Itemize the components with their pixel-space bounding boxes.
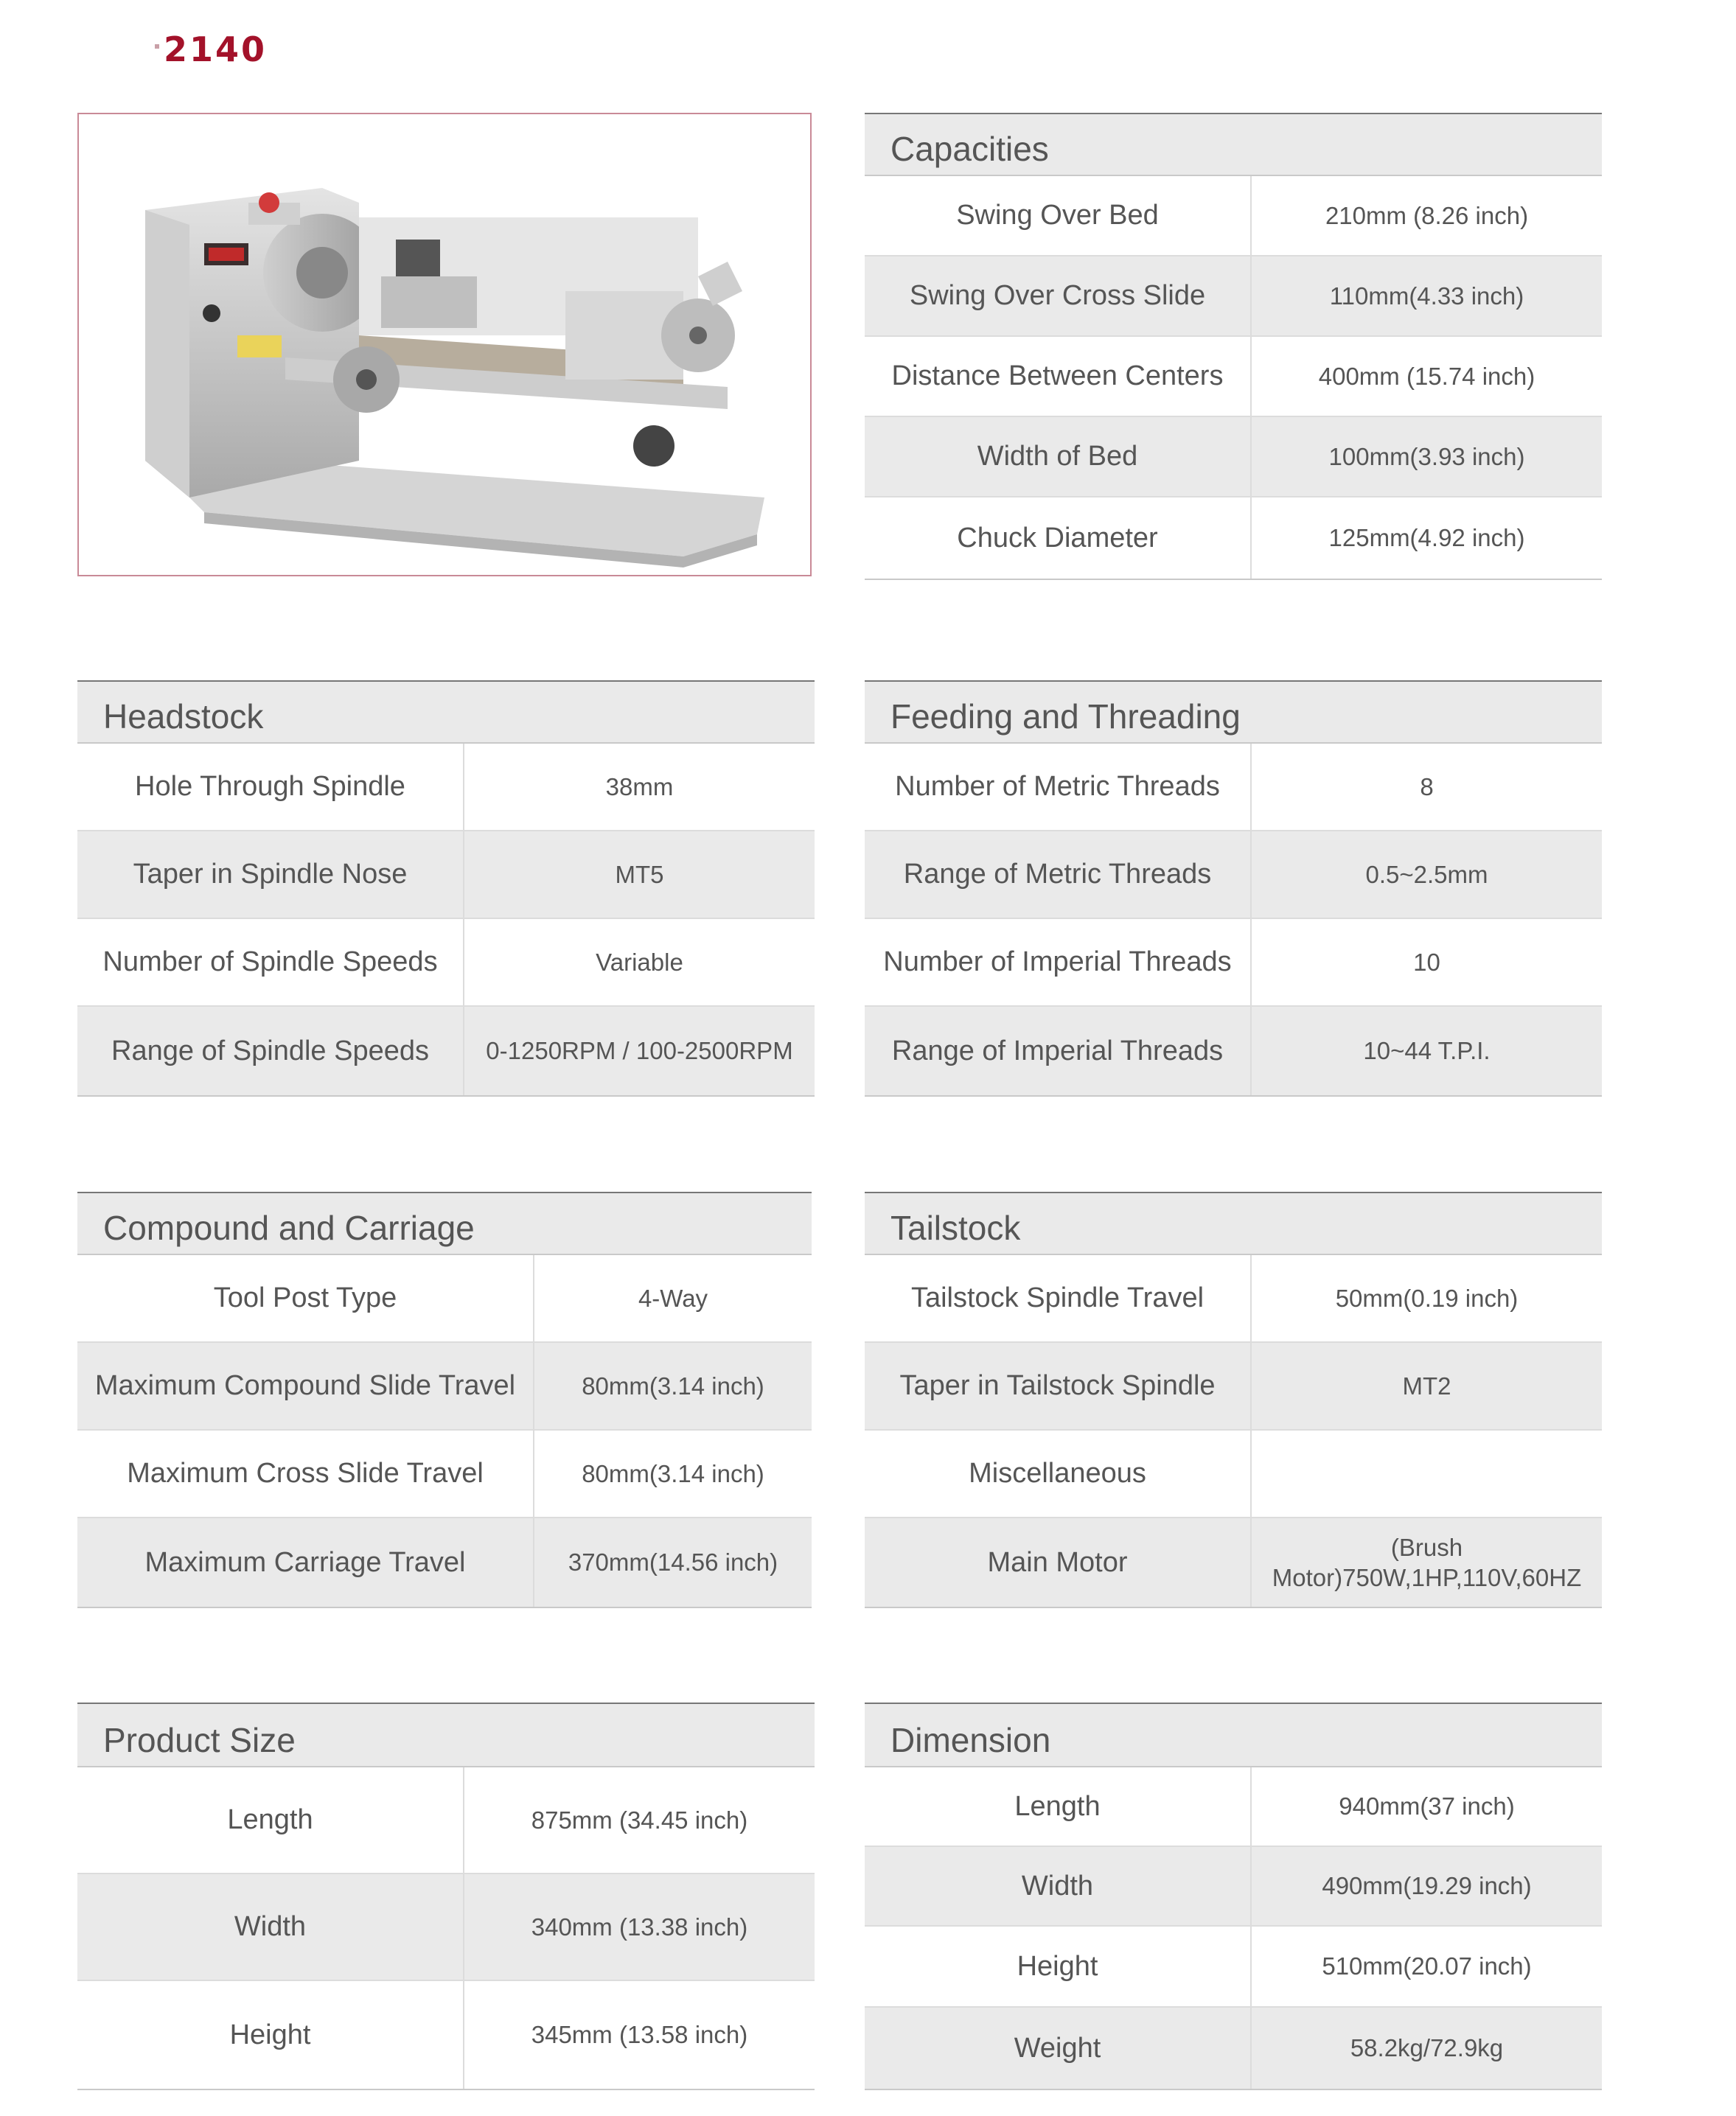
spec-value: 510mm(20.07 inch) (1322, 1952, 1532, 1980)
table-row (77, 1007, 815, 1097)
spec-value: 940mm(37 inch) (1339, 1792, 1515, 1820)
spec-value: 80mm(3.14 inch) (582, 1372, 764, 1400)
headstock-section (77, 680, 815, 1097)
table-row (865, 1767, 1602, 1847)
table-row (865, 1847, 1602, 1927)
spec-value: 210mm (8.26 inch) (1325, 201, 1529, 229)
table-row (865, 337, 1602, 417)
spec-value: MT5 (615, 860, 664, 888)
spec-label: Number of Spindle Speeds (77, 919, 464, 1005)
table-row (865, 744, 1602, 831)
spec-label: Taper in Tailstock Spindle (865, 1343, 1252, 1429)
spec-label: Range of Spindle Speeds (77, 1007, 464, 1095)
spec-label: Maximum Carriage Travel (77, 1518, 534, 1607)
spec-value: 340mm (13.38 inch) (531, 1913, 748, 1941)
table-row (865, 1255, 1602, 1343)
table-row (77, 1518, 812, 1608)
spec-value: 125mm(4.92 inch) (1328, 524, 1525, 552)
model-tick-mark (155, 44, 159, 49)
table-row (865, 919, 1602, 1007)
spec-label: Taper in Spindle Nose (77, 831, 464, 918)
spec-value: 80mm(3.14 inch) (582, 1459, 764, 1487)
table-row (77, 1767, 815, 1874)
table-row (865, 1518, 1602, 1608)
table-row (77, 919, 815, 1007)
product-size-section (77, 1703, 815, 2090)
spec-label: Height (865, 1927, 1252, 2006)
table-row (77, 744, 815, 831)
spec-value: Variable (596, 948, 683, 976)
product-photo (77, 113, 812, 576)
table-row (865, 497, 1602, 580)
product-size-header: Product Size (77, 1703, 815, 1767)
table-row (865, 1343, 1602, 1431)
spec-label: Width (865, 1847, 1252, 1925)
spec-value: 345mm (13.58 inch) (531, 2021, 748, 2049)
spec-value: 0-1250RPM / 100-2500RPM (486, 1037, 793, 1065)
spec-value: 0.5~2.5mm (1365, 860, 1488, 888)
spec-value: 400mm (15.74 inch) (1318, 362, 1535, 390)
spec-value: 875mm (34.45 inch) (531, 1806, 748, 1834)
dimension-section (865, 1703, 1602, 2090)
tailstock-section (865, 1192, 1602, 1608)
spec-value: 10~44 T.P.I. (1363, 1037, 1491, 1065)
spec-value: 10 (1413, 948, 1440, 976)
model-number: 2140 (164, 29, 268, 69)
table-row (865, 1431, 1602, 1518)
table-row (77, 1981, 815, 2090)
spec-value: MT2 (1402, 1372, 1451, 1400)
spec-label: Height (77, 1981, 464, 2089)
feeding-threading-section (865, 680, 1602, 1097)
table-row (77, 1255, 812, 1343)
spec-label: Distance Between Centers (865, 337, 1252, 416)
spec-label: Miscellaneous (865, 1431, 1252, 1517)
spec-label: Number of Imperial Threads (865, 919, 1252, 1005)
spec-value: 370mm(14.56 inch) (568, 1548, 778, 1576)
table-row (77, 1874, 815, 1981)
capacities-header: Capacities (865, 113, 1602, 176)
spec-value (1252, 1431, 1602, 1517)
spec-label: Width of Bed (865, 417, 1252, 496)
headstock-header: Headstock (77, 680, 815, 744)
spec-value: 110mm(4.33 inch) (1329, 282, 1524, 310)
capacities-section (865, 113, 1602, 580)
spec-label: Swing Over Bed (865, 176, 1252, 255)
lathe-illustration (79, 114, 810, 575)
table-row (77, 1431, 812, 1518)
feeding-threading-header: Feeding and Threading (865, 680, 1602, 744)
spec-value: 38mm (605, 772, 674, 800)
spec-label: Tailstock Spindle Travel (865, 1255, 1252, 1341)
spec-value: 100mm(3.93 inch) (1328, 442, 1525, 470)
tailstock-header: Tailstock (865, 1192, 1602, 1255)
spec-label: Swing Over Cross Slide (865, 256, 1252, 335)
table-row (865, 2008, 1602, 2090)
spec-label: Maximum Compound Slide Travel (77, 1343, 534, 1429)
spec-value: 50mm(0.19 inch) (1335, 1284, 1519, 1312)
spec-label: Range of Metric Threads (865, 831, 1252, 918)
spec-value: (Brush Motor)750W,1HP,110V,60HZ (1272, 1533, 1582, 1591)
spec-label: Width (77, 1874, 464, 1980)
spec-label: Length (77, 1767, 464, 1873)
table-row (865, 831, 1602, 919)
table-row (865, 1007, 1602, 1097)
compound-carriage-header: Compound and Carriage (77, 1192, 812, 1255)
table-row (865, 1927, 1602, 2008)
spec-label: Range of Imperial Threads (865, 1007, 1252, 1095)
spec-label: Hole Through Spindle (77, 744, 464, 830)
table-row (865, 417, 1602, 497)
spec-value: 58.2kg/72.9kg (1350, 2034, 1504, 2062)
table-row (77, 831, 815, 919)
spec-label: Main Motor (865, 1518, 1252, 1607)
table-row (77, 1343, 812, 1431)
spec-value: 8 (1420, 772, 1434, 800)
spec-label: Length (865, 1767, 1252, 1846)
spec-label: Number of Metric Threads (865, 744, 1252, 830)
spec-value: 4-Way (638, 1284, 708, 1312)
dimension-header: Dimension (865, 1703, 1602, 1767)
table-row (865, 256, 1602, 337)
spec-value: 490mm(19.29 inch) (1322, 1872, 1532, 1900)
spec-label: Tool Post Type (77, 1255, 534, 1341)
compound-carriage-section (77, 1192, 812, 1608)
spec-label: Chuck Diameter (865, 497, 1252, 579)
spec-label: Maximum Cross Slide Travel (77, 1431, 534, 1517)
table-row (865, 176, 1602, 256)
spec-label: Weight (865, 2008, 1252, 2089)
